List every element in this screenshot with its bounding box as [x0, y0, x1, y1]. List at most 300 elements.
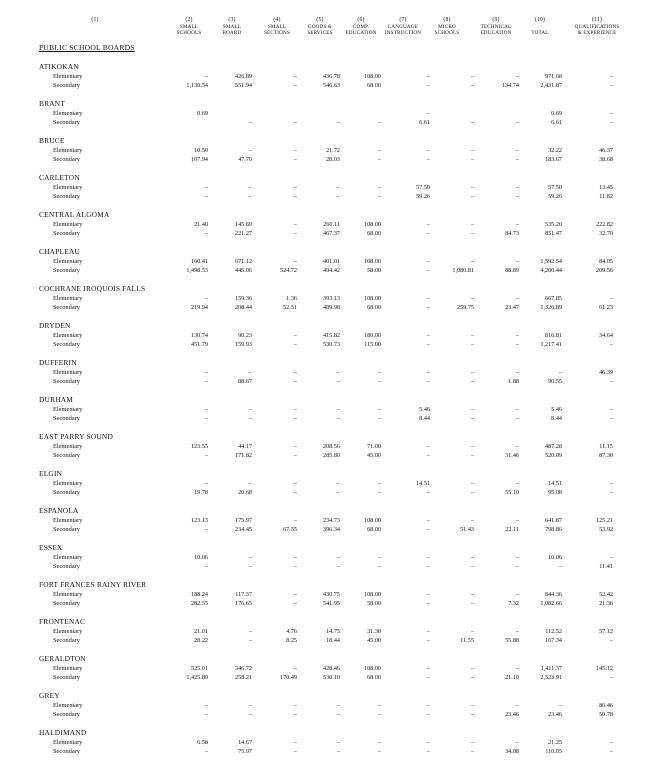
table-cell: 1,326.89 — [540, 304, 562, 312]
table-cell: 68.00 — [367, 304, 381, 312]
table-cell: 95.08 — [548, 489, 562, 497]
table-cell: 170.49 — [279, 674, 297, 682]
table-cell: – — [336, 193, 340, 201]
table-cell: 0.69 — [551, 110, 562, 117]
table-cell: 108.00 — [363, 295, 381, 302]
table-cell: – — [470, 600, 474, 608]
table-cell: – — [515, 591, 519, 598]
table-cell: – — [336, 415, 340, 423]
row-label: Secondary — [53, 304, 80, 312]
table-cell: – — [248, 369, 252, 376]
row-label: Secondary — [53, 600, 80, 608]
table-cell: – — [426, 600, 430, 608]
table-cell: – — [609, 110, 613, 117]
table-cell: 816.81 — [544, 332, 562, 339]
table-cell: – — [426, 628, 430, 635]
table-cell: – — [426, 674, 430, 682]
table-cell: 68.00 — [367, 230, 381, 238]
table-cell: – — [204, 702, 208, 709]
table-cell: – — [426, 110, 430, 117]
table-cell: 130.74 — [190, 332, 208, 339]
table-cell: – — [515, 554, 519, 561]
table-cell: 489.98 — [322, 304, 340, 312]
table-cell: 10.06 — [194, 554, 208, 561]
table-cell: 436.78 — [322, 73, 340, 80]
row-label: Secondary — [53, 489, 80, 497]
table-cell: 8.44 — [419, 415, 430, 423]
board-name: BRUCE — [39, 136, 65, 145]
table-cell: 541.95 — [322, 600, 340, 608]
table-cell: 551.94 — [234, 82, 252, 90]
table-cell: 6.61 — [419, 119, 430, 127]
table-cell: – — [470, 119, 474, 127]
table-cell: – — [470, 674, 474, 682]
table-cell: 23.47 — [505, 304, 519, 312]
table-cell: – — [377, 156, 381, 164]
table-cell: – — [470, 193, 474, 201]
table-cell: 53.92 — [599, 526, 613, 534]
column-title-line: EDUCATION — [480, 30, 512, 37]
board-name: CARLETON — [39, 173, 80, 182]
table-cell: – — [470, 341, 474, 349]
table-cell: 68.00 — [367, 82, 381, 90]
table-cell: – — [248, 702, 252, 709]
column-number: (10) — [534, 17, 546, 23]
table-cell: 428.46 — [322, 665, 340, 672]
board-name: ESSEX — [39, 543, 63, 552]
board-name: COCHRANE IROQUOIS FALLS — [39, 284, 146, 293]
table-cell: 844.36 — [544, 591, 562, 598]
table-cell: – — [470, 563, 474, 571]
table-cell: – — [515, 221, 519, 228]
table-cell: – — [204, 563, 208, 571]
table-cell: – — [204, 415, 208, 423]
table-cell: 134.74 — [501, 82, 519, 90]
table-cell: 10.06 — [548, 554, 562, 561]
column-number: (3) — [228, 17, 236, 23]
table-cell: 90.23 — [238, 332, 252, 339]
table-cell: – — [377, 489, 381, 497]
table-cell: 1,498.53 — [186, 267, 208, 275]
table-cell: – — [470, 554, 474, 561]
table-cell: 23.46 — [505, 711, 519, 719]
table-cell: 46.37 — [599, 147, 613, 154]
column-number: (5) — [316, 17, 324, 23]
row-label: Elementary — [53, 702, 83, 709]
table-cell: – — [293, 193, 297, 201]
table-cell: – — [377, 480, 381, 487]
column-number: (7) — [399, 17, 407, 23]
table-cell: – — [426, 443, 430, 450]
table-cell: 6.61 — [551, 119, 562, 127]
table-cell: – — [377, 748, 381, 756]
table-cell: – — [377, 147, 381, 154]
table-cell: 47.70 — [238, 156, 252, 164]
board-name: FRONTENAC — [39, 617, 86, 626]
table-cell: – — [426, 637, 430, 645]
table-cell: 175.97 — [234, 517, 252, 524]
table-cell: – — [377, 739, 381, 746]
table-cell: – — [204, 406, 208, 413]
table-cell: 14.75 — [326, 628, 340, 635]
board-name: DRYDEN — [39, 321, 71, 330]
table-cell: 401.01 — [322, 258, 340, 265]
table-cell: 222.82 — [595, 221, 613, 228]
table-cell: 188.24 — [190, 591, 208, 598]
table-cell: – — [293, 480, 297, 487]
table-cell: – — [470, 415, 474, 423]
table-cell: – — [377, 184, 381, 191]
table-cell: – — [515, 563, 519, 571]
table-cell: 87.30 — [599, 452, 613, 460]
table-cell: – — [336, 184, 340, 191]
table-cell: 530.73 — [322, 341, 340, 349]
table-cell: – — [426, 665, 430, 672]
table-cell: – — [426, 452, 430, 460]
board-name: HALDIMAND — [39, 728, 87, 737]
table-cell: – — [609, 739, 613, 746]
table-cell: 260.11 — [323, 221, 340, 228]
table-cell: – — [609, 406, 613, 413]
table-cell: 430.75 — [322, 591, 340, 598]
table-cell: – — [426, 156, 430, 164]
table-cell: – — [470, 378, 474, 386]
table-cell: 396.34 — [322, 526, 340, 534]
table-cell: – — [204, 295, 208, 302]
table-cell: 0.69 — [197, 110, 208, 117]
table-cell: – — [248, 147, 252, 154]
table-cell: – — [470, 332, 474, 339]
table-cell: – — [204, 452, 208, 460]
table-cell: – — [293, 156, 297, 164]
table-cell: 115.00 — [364, 341, 381, 349]
table-cell: 1,080.81 — [452, 267, 474, 275]
table-cell: – — [470, 739, 474, 746]
table-cell: – — [609, 73, 613, 80]
column-title-line: SERVICES — [307, 30, 333, 37]
column-number: (4) — [273, 17, 281, 23]
column-number: (1) — [91, 17, 99, 23]
table-cell: 90.55 — [548, 378, 562, 386]
table-cell: 58.00 — [367, 600, 381, 608]
table-cell: – — [515, 406, 519, 413]
table-cell: 57.50 — [548, 184, 562, 191]
table-cell: – — [293, 711, 297, 719]
table-cell: 2,431.87 — [540, 82, 562, 90]
board-name: DUFFERIN — [39, 358, 77, 367]
table-cell: – — [609, 554, 613, 561]
column-title-line: GOODS & — [307, 23, 333, 30]
table-cell: – — [293, 369, 297, 376]
table-cell: 21.25 — [548, 739, 562, 746]
table-cell: – — [293, 221, 297, 228]
table-cell: – — [293, 230, 297, 238]
table-cell: – — [204, 369, 208, 376]
table-cell: – — [515, 119, 519, 127]
row-label: Elementary — [53, 480, 83, 487]
table-cell: – — [609, 415, 613, 423]
table-cell: – — [248, 415, 252, 423]
board-name: FORT FRANCES RAINY RIVER — [39, 580, 147, 589]
table-cell: – — [336, 748, 340, 756]
table-cell: – — [204, 73, 208, 80]
table-cell: 108.00 — [363, 517, 381, 524]
board-name: BRANT — [39, 99, 66, 108]
table-cell: 21.01 — [194, 628, 208, 635]
row-label: Elementary — [53, 739, 83, 746]
table-cell: – — [609, 295, 613, 302]
row-label: Elementary — [53, 110, 83, 117]
column-title-line: TECHNICAL — [480, 23, 512, 30]
table-cell: – — [293, 739, 297, 746]
table-cell: 524.72 — [279, 267, 297, 275]
row-label: Elementary — [53, 628, 83, 635]
row-label: Secondary — [53, 230, 80, 238]
table-cell: 7.32 — [508, 600, 519, 608]
table-cell: – — [336, 406, 340, 413]
table-cell: – — [293, 591, 297, 598]
column-title-line: SMALL — [222, 23, 242, 30]
table-cell: – — [470, 711, 474, 719]
table-cell: 21.36 — [599, 600, 613, 608]
table-cell: – — [426, 230, 430, 238]
row-label: Secondary — [53, 341, 80, 349]
column-number: (8) — [443, 17, 451, 23]
table-cell: – — [515, 415, 519, 423]
table-cell: – — [293, 73, 297, 80]
table-cell: – — [470, 147, 474, 154]
table-cell: 108.00 — [363, 591, 381, 598]
table-cell: – — [204, 526, 208, 534]
table-cell: – — [515, 665, 519, 672]
table-cell: – — [336, 489, 340, 497]
row-label: Elementary — [53, 73, 83, 80]
table-cell: – — [609, 748, 613, 756]
table-cell: – — [515, 147, 519, 154]
table-cell: – — [377, 563, 381, 571]
table-cell: 71.00 — [367, 443, 381, 450]
table-cell: 110.05 — [545, 748, 562, 756]
table-cell: – — [426, 369, 430, 376]
row-label: Secondary — [53, 711, 80, 719]
column-title-line: TOTAL — [531, 30, 549, 37]
table-cell: 68.00 — [367, 674, 381, 682]
table-cell: – — [470, 665, 474, 672]
table-cell: – — [426, 258, 430, 265]
table-cell: 38.68 — [599, 156, 613, 164]
table-cell: – — [470, 230, 474, 238]
row-label: Elementary — [53, 406, 83, 413]
table-cell: – — [426, 489, 430, 497]
table-cell: 86.46 — [599, 702, 613, 709]
table-cell: 180.00 — [363, 332, 381, 339]
table-cell: 11.55 — [460, 637, 474, 645]
table-cell: – — [204, 378, 208, 386]
row-label: Secondary — [53, 637, 80, 645]
table-cell: 14.67 — [238, 739, 252, 746]
table-cell: 851.47 — [544, 230, 562, 238]
table-cell: – — [515, 480, 519, 487]
table-cell: 671.12 — [234, 258, 252, 265]
table-cell: – — [248, 637, 252, 645]
table-cell: – — [609, 82, 613, 90]
column-title-line: SMALL — [179, 23, 199, 30]
table-cell: 171.82 — [234, 452, 252, 460]
table-cell: 20.68 — [238, 489, 252, 497]
table-cell: 8.25 — [286, 637, 297, 645]
table-cell: 258.21 — [234, 674, 252, 682]
table-cell: – — [609, 674, 613, 682]
table-cell: – — [293, 489, 297, 497]
table-cell: 44.17 — [238, 443, 252, 450]
table-cell: – — [515, 341, 519, 349]
table-cell: – — [204, 480, 208, 487]
column-title-line: & EXPERIENCE — [577, 30, 617, 37]
row-label: Elementary — [53, 184, 83, 191]
table-cell: 84.73 — [505, 230, 519, 238]
table-cell: – — [293, 702, 297, 709]
table-cell: – — [293, 332, 297, 339]
table-cell: 22.11 — [505, 526, 519, 534]
table-cell: 176.65 — [234, 600, 252, 608]
table-cell: 14.51 — [548, 480, 562, 487]
section-title: PUBLIC SCHOOL BOARDS — [39, 43, 135, 52]
table-cell: 31.46 — [505, 452, 519, 460]
table-cell: 1,217.41 — [540, 341, 562, 349]
table-cell: – — [609, 637, 613, 645]
column-title-line: BOARD — [222, 30, 242, 37]
table-cell: – — [293, 378, 297, 386]
column-title-line: EDUCATION — [345, 30, 377, 37]
board-name: EAST PARRY SOUND — [39, 432, 113, 441]
table-cell: – — [336, 739, 340, 746]
table-cell: 32.22 — [548, 147, 562, 154]
table-cell: 123.55 — [190, 443, 208, 450]
table-cell: 32.70 — [599, 230, 613, 238]
table-cell: – — [426, 378, 430, 386]
table-cell: – — [293, 258, 297, 265]
table-cell: 487.28 — [544, 443, 562, 450]
table-cell: – — [204, 184, 208, 191]
table-cell: – — [248, 554, 252, 561]
table-cell: 11.41 — [599, 563, 613, 571]
table-cell: – — [470, 748, 474, 756]
table-cell: – — [426, 517, 430, 524]
table-cell: 494.42 — [322, 267, 340, 275]
table-cell: – — [515, 369, 519, 376]
table-cell: 108.00 — [363, 258, 381, 265]
table-cell: 285.80 — [322, 452, 340, 460]
table-cell: 50.78 — [599, 711, 613, 719]
column-number: (9) — [492, 17, 500, 23]
table-cell: 1,411.37 — [540, 665, 562, 672]
table-cell: – — [515, 295, 519, 302]
table-cell: – — [470, 369, 474, 376]
table-cell: – — [426, 267, 430, 275]
table-cell: – — [470, 406, 474, 413]
table-cell: – — [293, 406, 297, 413]
table-cell: 259.75 — [456, 304, 474, 312]
row-label: Elementary — [53, 369, 83, 376]
table-cell: 5.46 — [551, 406, 562, 413]
table-cell: – — [336, 563, 340, 571]
table-cell: – — [609, 341, 613, 349]
table-cell: – — [558, 702, 562, 709]
column-title-line: COMP. — [352, 23, 370, 30]
table-cell: 4.76 — [286, 628, 297, 635]
table-cell: 45.00 — [367, 452, 381, 460]
table-cell: – — [336, 702, 340, 709]
table-cell: – — [470, 517, 474, 524]
table-cell: – — [558, 563, 562, 571]
table-cell: 393.13 — [322, 295, 340, 302]
table-cell: – — [426, 147, 430, 154]
table-cell: 159.36 — [234, 295, 252, 302]
table-cell: 219.94 — [190, 304, 208, 312]
column-title-line: QUALIFICATIONS — [574, 23, 620, 30]
table-cell: – — [426, 748, 430, 756]
table-cell: – — [558, 369, 562, 376]
table-cell: 75.97 — [238, 748, 252, 756]
table-cell: 8.44 — [551, 415, 562, 423]
table-cell: 1,425.89 — [186, 674, 208, 682]
table-cell: 167.34 — [544, 637, 562, 645]
row-label: Secondary — [53, 156, 80, 164]
table-cell: – — [293, 517, 297, 524]
table-cell: 19.78 — [194, 489, 208, 497]
row-label: Secondary — [53, 563, 80, 571]
table-cell: 282.55 — [190, 600, 208, 608]
table-cell: 57.12 — [599, 628, 613, 635]
row-label: Elementary — [53, 258, 83, 265]
table-cell: 108.00 — [363, 665, 381, 672]
table-cell: 426.89 — [234, 73, 252, 80]
row-label: Secondary — [53, 193, 80, 201]
table-cell: 346.72 — [234, 665, 252, 672]
table-cell: – — [426, 554, 430, 561]
board-name: ESPANOLA — [39, 506, 79, 515]
table-cell: 145.69 — [234, 221, 252, 228]
table-cell: – — [426, 332, 430, 339]
table-cell: – — [470, 443, 474, 450]
table-cell: – — [204, 711, 208, 719]
table-cell: 58.00 — [367, 267, 381, 275]
table-cell: 34.08 — [505, 748, 519, 756]
table-cell: 123.13 — [190, 517, 208, 524]
table-cell: 34.64 — [599, 332, 613, 339]
table-cell: – — [293, 600, 297, 608]
table-cell: – — [426, 526, 430, 534]
table-cell: 31.30 — [367, 628, 381, 635]
table-cell: 52.42 — [599, 591, 613, 598]
column-title-line: SCHOOLS — [176, 30, 202, 37]
table-cell: 798.86 — [544, 526, 562, 534]
table-cell: 1,130.54 — [186, 82, 208, 90]
table-cell: 520.09 — [544, 452, 562, 460]
table-cell: – — [426, 563, 430, 571]
row-label: Secondary — [53, 526, 80, 534]
table-cell: – — [426, 82, 430, 90]
table-cell: – — [336, 554, 340, 561]
table-cell: 1,082.66 — [540, 600, 562, 608]
table-cell: – — [377, 702, 381, 709]
table-cell: 21.40 — [194, 221, 208, 228]
row-label: Secondary — [53, 748, 80, 756]
table-cell: – — [377, 406, 381, 413]
board-name: CENTRAL ALGOMA — [39, 210, 110, 219]
row-label: Secondary — [53, 378, 80, 386]
table-cell: – — [470, 628, 474, 635]
